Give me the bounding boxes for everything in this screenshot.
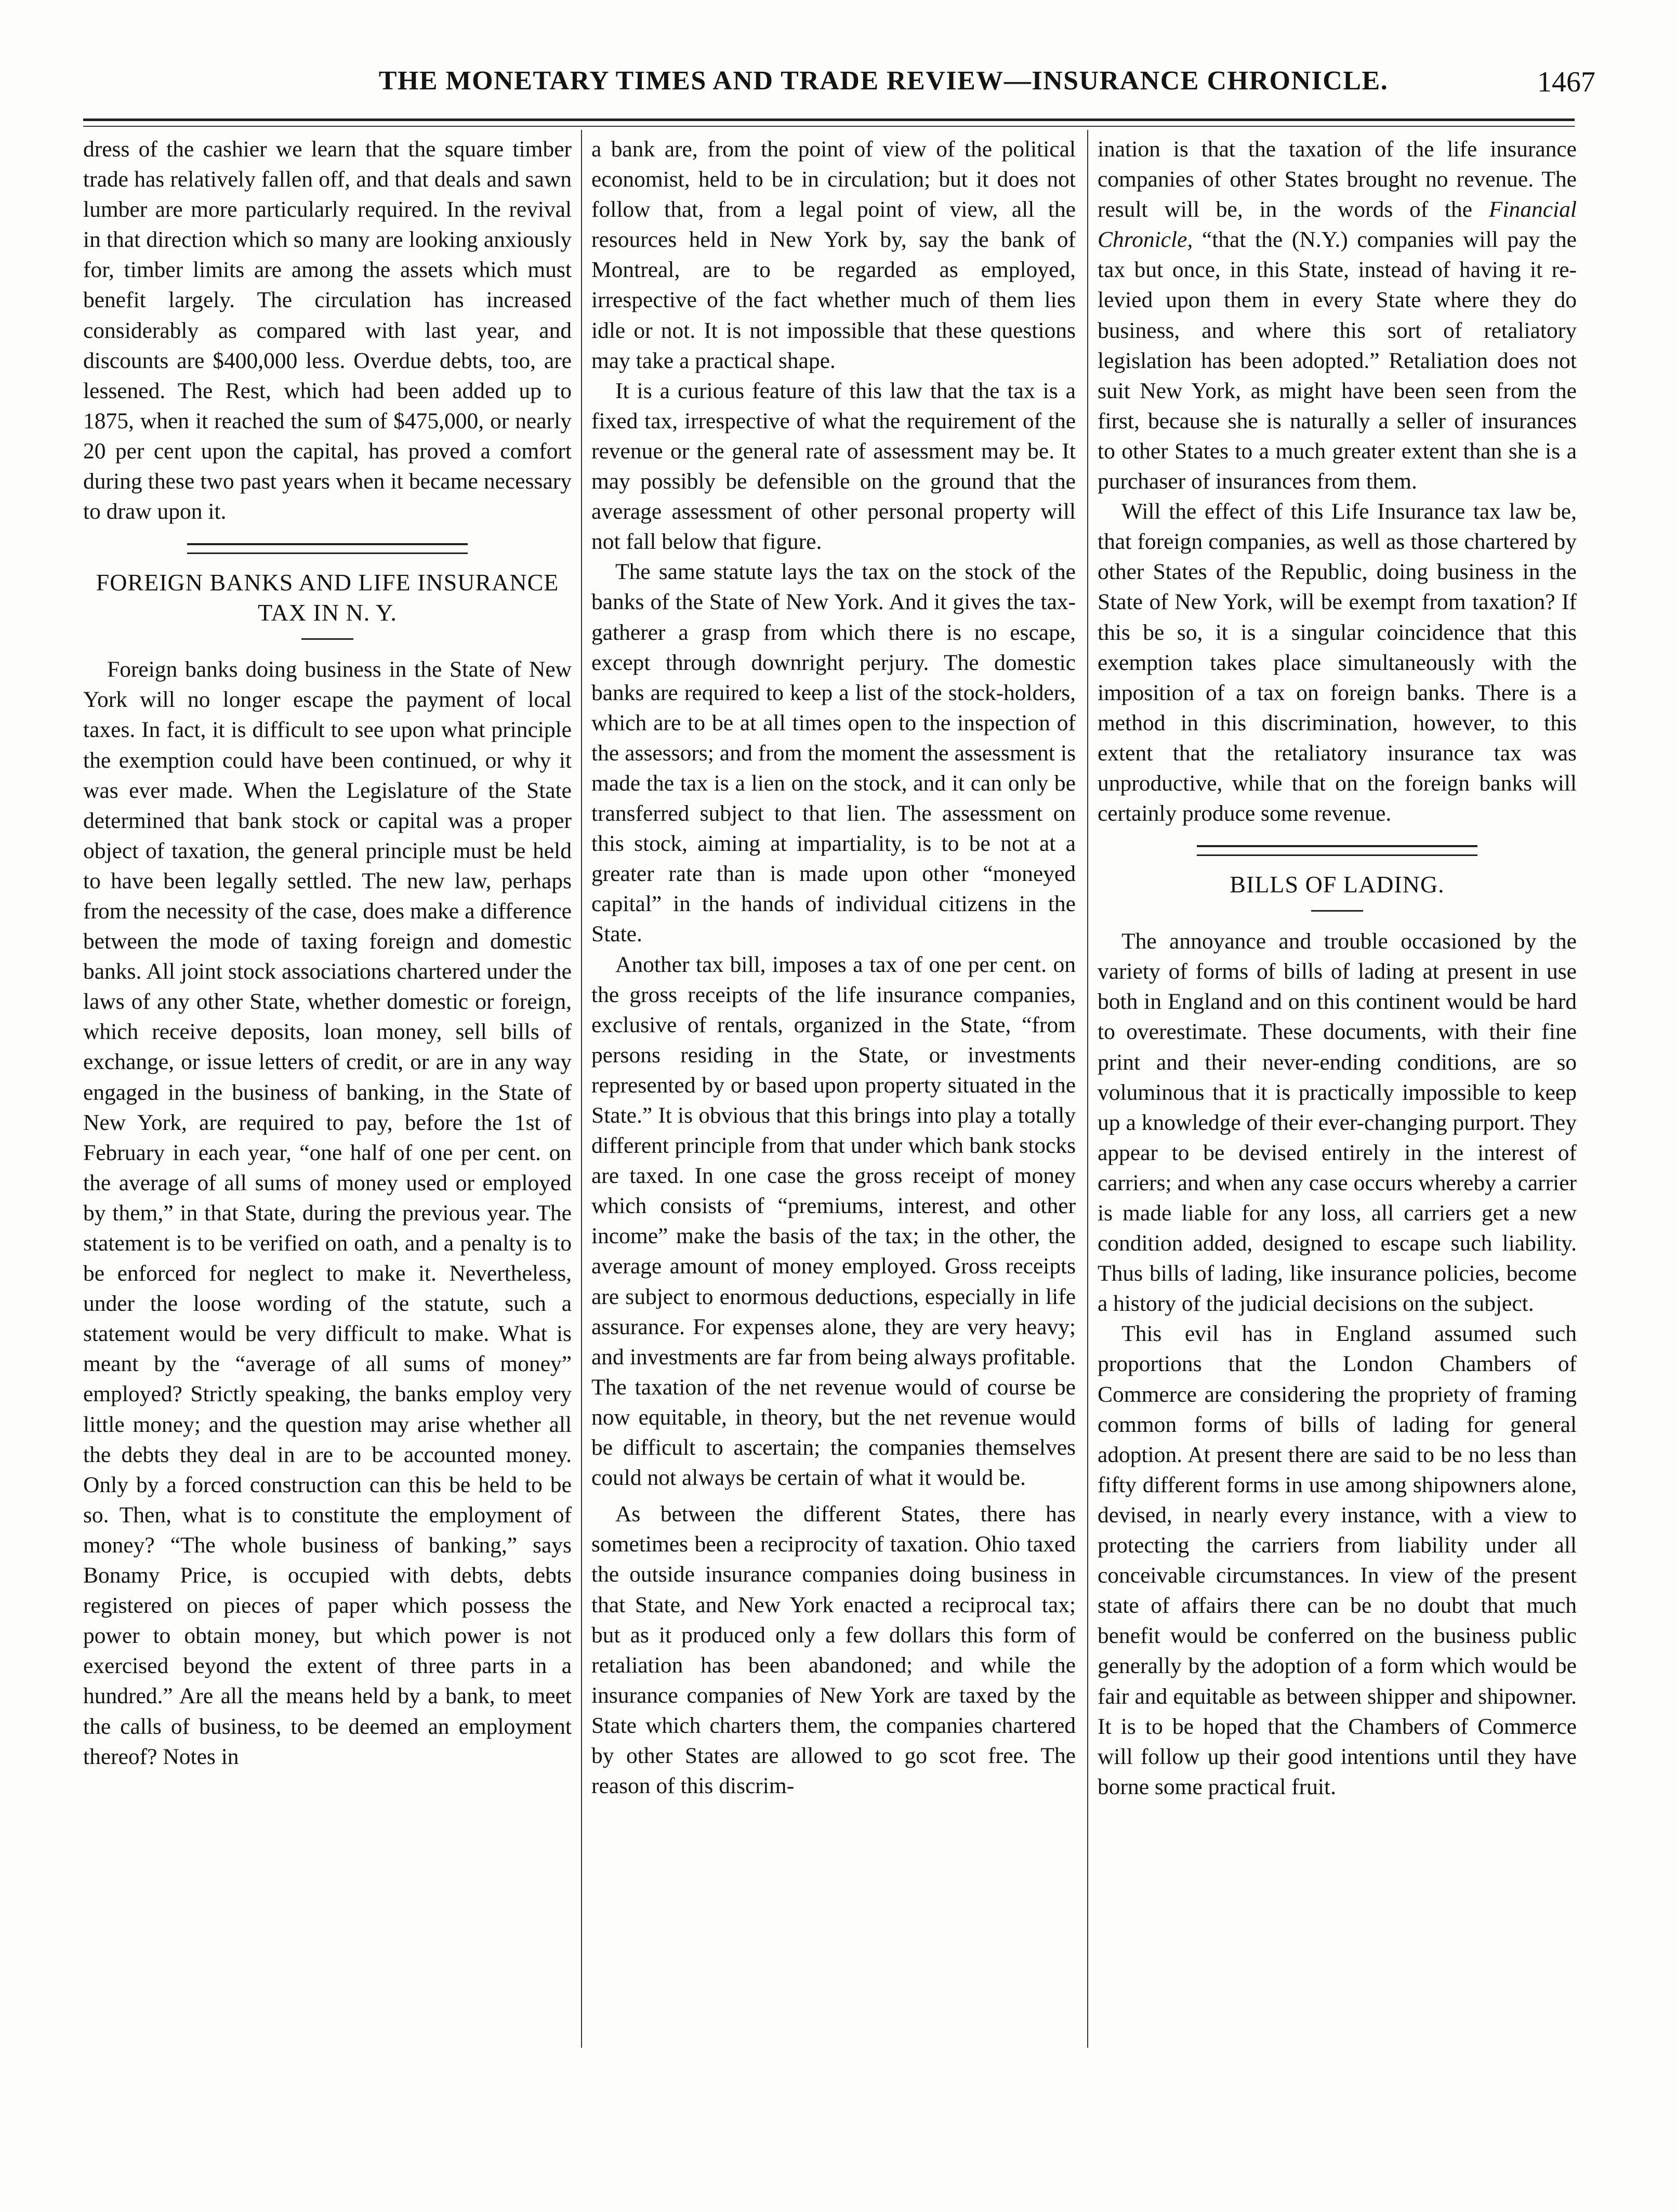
title-rule: [301, 638, 353, 640]
publication-title: Financial Chronicle,: [1098, 197, 1577, 253]
article-paragraph: The same statute lays the tax on the stock of the banks of the State of New York. And it gives the tax-gatherer a grasp from which there is no escape, except through downright perjury. The domestic banks are required to keep a list of the stock-holders, which are to be at all times open to the inspection of the assessors; and from the moment the assessment is made the tax is a lien on the stock, and it can only be transferred subject to that lien. The assessment on this stock, aiming at impartiality, is to be not at a greater rate than is made upon other “moneyed capital” in the hands of individual citizens in the State.: [591, 559, 1076, 947]
continued-paragraph: [1098, 134, 1577, 496]
column-1: [83, 134, 572, 1772]
paragraph-text: “that the (N.Y.) companies will pay the tax but once, in this State, instead of having it re-levied upon them in every State where they do business, and where this sort of retaliatory legislation has been adopted.” Retaliation does not suit New York, as might have been seen from the first, because she is naturally a seller of insurances to other States to a much greater extent than she is a purchaser of insurances from them.: [1098, 227, 1577, 494]
column-divider-1: [581, 130, 582, 2048]
page-number: 1467: [1537, 66, 1595, 98]
page-header: [83, 63, 1595, 105]
article-paragraph: As between the different States, there has sometimes been a reciprocity of taxation. Ohio taxed the outside insurance companies doing business in that State, and New York enacted a reciprocal tax; but as it produced only a few dollars this form of retaliation has been abandoned; and while the insurance companies of New York are taxed by the State which charters them, the companies chartered by other States are allowed to go scot free. The reason of this discrim-: [591, 1502, 1076, 1799]
column-3: [1098, 134, 1577, 1802]
section-divider: [1197, 845, 1477, 856]
title-rule: [1311, 910, 1363, 912]
column-2: [591, 134, 1076, 1801]
article-title: FOREIGN BANKS AND LIFE INSURANCE TAX IN N. Y.: [96, 569, 559, 626]
running-head: THE MONETARY TIMES AND TRADE REVIEW—INSURANCE CHRONICLE.: [378, 66, 1389, 96]
continued-paragraph: dress of the cashier we learn that the square timber trade has relatively fallen off, and that deals and sawn lumber are more particularly required. In the revival in that direction which so many are looking anxiously for, timber limits are among the assets which must benefit largely. The circulation has increased considerably as compared with last year, and discounts are $400,000 less. Overdue debts, too, are lessened. The Rest, which had been added up to 1875, when it reached the sum of $475,000, or nearly 20 per cent upon the capital, has proved a comfort during these two past years when it became necessary to draw upon it.: [83, 137, 572, 524]
article-paragraph: This evil has in England assumed such proportions that the London Chambers of Commerce are considering the propriety of framing common forms of bills of lading for general adoption. At present there are said to be no less than fifty different forms in use among shipowners alone, devised, in nearly every instance, with a view to protecting the carriers from liability under all conceivable circumstances. In view of the present state of affairs there can be no doubt that much benefit would be conferred on the business public generally by the adoption of a form which would be fair and equitable as between shipper and shipowner. It is to be hoped that the Chambers of Commerce will follow up their good intentions until they have borne some practical fruit.: [1098, 1321, 1577, 1799]
article-paragraph: Foreign banks doing business in the State of New York will no longer escape the payment of local taxes. In fact, it is difficult to see upon what principle the exemption could have been continued, or why it was ever made. When the Legislature of the State determined that bank stock or capital was a proper object of taxation, the general principle must be held to have been legally settled. The new law, perhaps from the necessity of the case, does make a difference between the mode of taxing foreign and domestic banks. All joint stock associations chartered under the laws of any other State, whether domestic or foreign, which receive deposits, loan money, sell bills of exchange, or issue letters of credit, or are in any way engaged in the business of banking, in the State of New York, are required to pay, before the 1st of February in each year, “one half of one per cent. on the average of all sums of money used or employed by them,” in that State, during the previous year. The statement is to be verified on oath, and a penalty is to be enforced for neglect to make it. Nevertheless, under the loose wording of the statute, such a statement would be very difficult to make. What is meant by the “average of all sums of money” employed? Strictly speaking, the banks employ very little money; and the question may arise whether all the debts they deal in are to be accounted money. Only by a forced construction can this be held to be so. Then, what is to constitute the employment of money? “The whole business of banking,” says Bonamy Price, is occupied with debts, debts registered on pieces of paper which possess the power to obtain money, but which power is not exercised beyond the extent of three parts in a hundred.” Are all the means held by a bank, to meet the calls of business, to be deemed an employment thereof? Notes in: [83, 657, 572, 1769]
article-paragraph: It is a curious feature of this law that the tax is a fixed tax, irrespective of what the requirement of the revenue or the general rate of assessment may be. It may possibly be defensible on the ground that the average assessment of other personal property will not fall below that figure.: [591, 378, 1076, 555]
section-divider: [187, 543, 468, 554]
article-paragraph: Will the effect of this Life Insurance tax law be, that foreign companies, as well as those chartered by other States of the Republic, doing business in the State of New York, will be exempt from taxation? If this be so, it is a singular coincidence that this exemption takes place simultaneously with the imposition of a tax on foreign banks. There is a method in this discrimination, however, to this extent that the retaliatory insurance tax was unproductive, while that on the foreign banks will certainly produce some revenue.: [1098, 499, 1577, 826]
column-divider-2: [1087, 130, 1088, 2048]
header-rule-thin: [83, 126, 1575, 127]
header-rule-thick: [83, 118, 1575, 121]
article-title: BILLS OF LADING.: [1230, 871, 1445, 898]
article-paragraph: Another tax bill, imposes a tax of one per cent. on the gross receipts of the life insurance companies, exclusive of rentals, organized in the State, “from persons residing in the State, or investments represented by or based upon property situated in the State.” It is obvious that this brings into play a totally different principle from that under which bank stocks are taxed. In one case the gross receipt of money which consists of “premiums, interest, and other income” make the basis of the tax; in the other, the average amount of money employed. Gross receipts are subject to enormous deductions, especially in life assurance. For expenses alone, they are very heavy; and investments are far from being always profitable. The taxation of the net revenue would of course be now equitable, in theory, but the net revenue would be difficult to ascertain; the companies themselves could not always be certain of what it would be.: [591, 952, 1076, 1491]
continued-paragraph: a bank are, from the point of view of the political economist, held to be in circulation; but it does not follow that, from a legal point of view, all the resources held in New York by, say the bank of Montreal, are to be regarded as employed, irrespective of the fact whether much of them lies idle or not. It is not impossible that these questions may take a practical shape.: [591, 137, 1076, 373]
paragraph-text: ination is that the taxation of the life insurance companies of other States brought no revenue. The result will be, in the words of the: [1098, 137, 1577, 222]
article-paragraph: The annoyance and trouble occasioned by the variety of forms of bills of lading at present in use both in England and on this continent would be hard to overestimate. These documents, with their fine print and their never-ending conditions, are so voluminous that it is practically impossible to keep up a knowledge of their ever-changing purport. They appear to be devised entirely in the interest of carriers; and when any case occurs whereby a carrier is made liable for any loss, all carriers get a new condition added, designed to escape such liability. Thus bills of lading, like insurance policies, become a history of the judicial decisions on the subject.: [1098, 929, 1577, 1316]
